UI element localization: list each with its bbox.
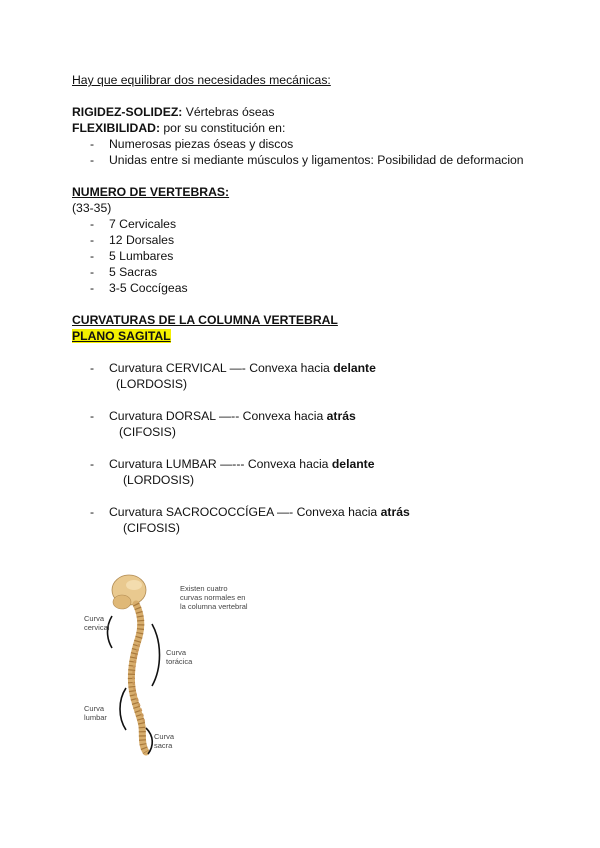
- plano-sagital-label: [72, 329, 171, 344]
- curvaturas-heading: CURVATURAS DE LA COLUMNA VERTEBRAL: [72, 313, 338, 327]
- bullet: -: [90, 153, 95, 167]
- bullet: -: [90, 265, 95, 279]
- curvatura-text: Curvatura LUMBAR —--- Convexa hacia delante: [109, 457, 375, 471]
- bullet: -: [90, 281, 95, 295]
- plano-sagital-highlight: PLANO SAGITAL: [72, 329, 171, 343]
- curvatura-text: Curvatura SACROCOCCÍGEA —- Convexa hacia atrás: [109, 505, 410, 519]
- flex-item-text: Unidas entre si mediante músculos y ligamentos: Posibilidad de deformacion: [109, 153, 524, 167]
- rigidez-label: RIGIDEZ-SOLIDEZ:: [72, 105, 183, 119]
- bullet: -: [90, 457, 95, 471]
- flex-item-text: Numerosas piezas óseas y discos: [109, 137, 294, 151]
- bullet: -: [90, 137, 95, 151]
- label-curva-cervical: Curva cervical: [84, 614, 110, 632]
- vertebra-item-text: 12 Dorsales: [109, 233, 175, 247]
- rigidez-text: Vértebras óseas: [182, 105, 275, 119]
- bullet: -: [90, 233, 95, 247]
- curvatura-text: Curvatura DORSAL —-- Convexa hacia atrás: [109, 409, 356, 423]
- vertebra-item-text: 5 Sacras: [109, 265, 158, 279]
- vertebras-heading: NUMERO DE VERTEBRAS:: [72, 185, 230, 199]
- curvatura-text: Curvatura CERVICAL —- Convexa hacia delante: [109, 361, 376, 375]
- vertebra-item-text: 5 Lumbares: [109, 249, 174, 263]
- figure-caption: Existen cuatro curvas normales en la columna vertebral: [180, 584, 248, 611]
- bullet: -: [90, 409, 95, 423]
- label-curva-toracica: Curva torácica: [166, 648, 193, 666]
- vertebra-item-text: 7 Cervicales: [109, 217, 177, 231]
- flexibilidad-line: [72, 121, 285, 136]
- flexibilidad-text: por su constitución en:: [160, 121, 286, 135]
- vertebras-range: (33-35): [72, 201, 112, 215]
- curvatura-sub: (CIFOSIS): [119, 425, 176, 439]
- label-curva-lumbar: Curva lumbar: [84, 704, 107, 722]
- rigidez-line: [72, 105, 275, 120]
- bullet: -: [90, 361, 95, 375]
- label-curva-sacra: Curva sacra: [154, 732, 175, 750]
- curvatura-sub: (LORDOSIS): [116, 377, 188, 391]
- bullet: -: [90, 217, 95, 231]
- flexibilidad-label: FLEXIBILIDAD:: [72, 121, 161, 135]
- curvatura-sub: (LORDOSIS): [123, 473, 195, 487]
- curvatura-sub: (CIFOSIS): [123, 521, 180, 535]
- vertebra-item-text: 3-5 Coccígeas: [109, 281, 188, 295]
- bullet: -: [90, 249, 95, 263]
- intro-text: Hay que equilibrar dos necesidades mecánicas:: [72, 73, 331, 87]
- spine-figure: [76, 568, 248, 758]
- bullet: -: [90, 505, 95, 519]
